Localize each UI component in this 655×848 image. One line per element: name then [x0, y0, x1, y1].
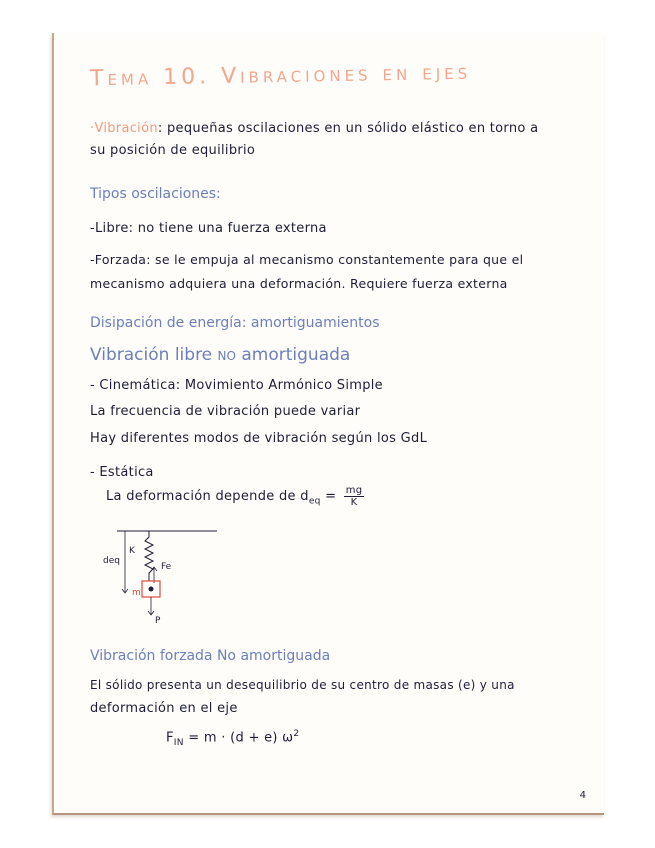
inertial-force-formula	[166, 729, 299, 748]
libre-line: -Libre: no tiene una fuerza externa	[90, 221, 327, 236]
tipos-heading: Tipos oscilaciones:	[90, 186, 221, 202]
modos-line: Hay diferentes modos de vibración según los GdL	[90, 431, 428, 446]
k-label: K	[129, 546, 135, 556]
heading-part-a: Vibración libre	[90, 345, 218, 365]
deq-subscript: eq	[308, 496, 321, 507]
heading-part-no: no	[217, 345, 236, 365]
vibracion-definition-line2: su posición de equilibrio	[90, 143, 256, 158]
deq-label: deq	[103, 556, 120, 566]
p-label: P	[155, 616, 161, 626]
equals-sign: =	[320, 489, 341, 504]
heading-part-b: amortiguada	[235, 345, 351, 365]
frecuencia-line: La frecuencia de vibración puede variar	[90, 404, 361, 419]
vibracion-def-text: : pequeñas oscilaciones en un sólido elástico en torno a	[157, 121, 539, 136]
estatica-line: - Estática	[90, 465, 154, 480]
vibracion-term: Vibración	[94, 121, 158, 136]
vibracion-definition-line1	[90, 121, 538, 136]
formula-superscript: 2	[293, 729, 300, 739]
vibracion-libre-heading	[90, 345, 350, 365]
solido-line2: deformación en el eje	[90, 701, 238, 716]
formula-subscript: IN	[173, 737, 184, 748]
mg-over-k-fraction	[344, 485, 365, 508]
formula-f: F	[166, 730, 174, 746]
eccentric-mass-icon	[149, 587, 154, 592]
disipacion-heading: Disipación de energía: amortiguamientos	[90, 315, 380, 331]
fe-label: Fe	[161, 562, 172, 572]
bullet-dot: ·	[90, 121, 95, 136]
page-number: 4	[579, 790, 586, 801]
forzada-line2: mecanismo adquiera una deformación. Requiere fuerza externa	[90, 276, 508, 291]
deformacion-line	[106, 485, 364, 508]
m-label: m	[132, 588, 141, 598]
page-title: Tema 10. Vibraciones en ejes	[89, 59, 472, 92]
solido-line1: El sólido presenta un desequilibrio de su centro de masas (e) y una	[90, 678, 515, 692]
cinematica-line: - Cinemática: Movimiento Armónico Simple	[90, 378, 383, 393]
notebook-page	[52, 33, 604, 815]
fraction-denominator: K	[350, 497, 358, 508]
spring-icon	[145, 531, 153, 581]
vibracion-forzada-heading: Vibración forzada No amortiguada	[90, 648, 331, 664]
forzada-line1: -Forzada: se le empuja al mecanismo constantemente para que el	[90, 252, 524, 267]
spring-mass-diagram	[99, 523, 229, 633]
deformacion-text: La deformación depende de d	[106, 489, 309, 504]
fraction-numerator: mg	[345, 485, 363, 496]
formula-rest: = m · (d + e) ω	[183, 730, 294, 746]
